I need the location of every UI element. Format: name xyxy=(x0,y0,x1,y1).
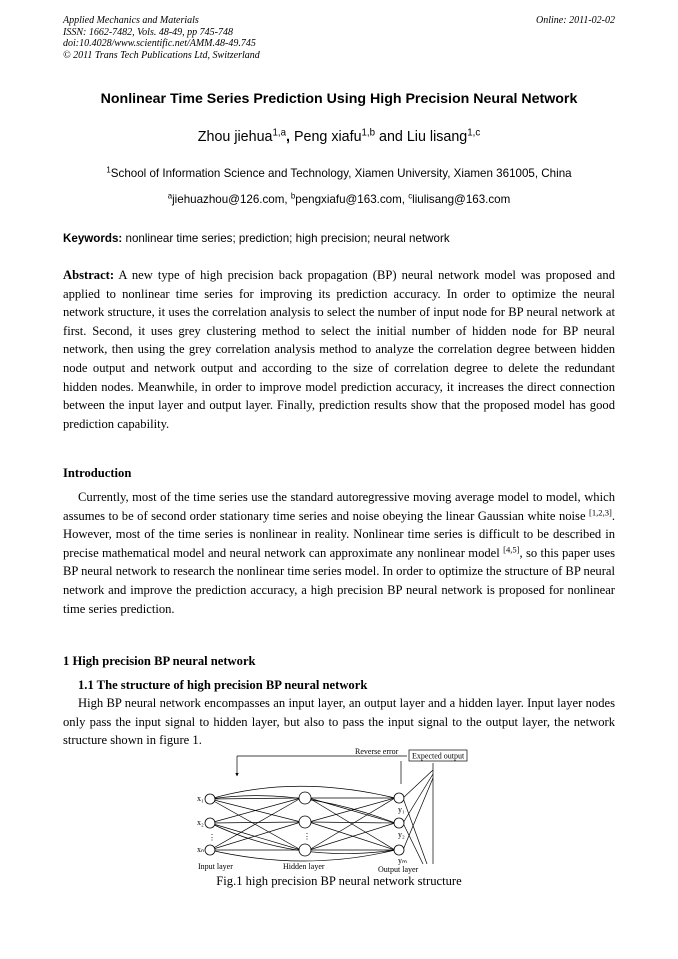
email-b: pengxiafu@163.com, xyxy=(295,193,409,206)
input-label-xn: xₙ xyxy=(197,845,205,854)
author-1-sup: 1,a xyxy=(272,127,286,139)
citation-1: [1,2,3] xyxy=(589,506,612,517)
section-1-1-paragraph: High BP neural network encompasses an input layer, an output layer and a hidden layer. Input layer nodes only pass the input signal to hidden layer, but also to pass the input signal to the output layer, the network structure shown in figure 1. xyxy=(63,696,615,748)
reverse-error-label: Reverse error xyxy=(355,747,399,756)
output-label-y2: y₂ xyxy=(398,830,405,839)
affiliation-sup: 1 xyxy=(106,165,111,175)
output-node-2 xyxy=(394,818,404,828)
output-label-ym: yₘ xyxy=(398,856,407,865)
output-node-1 xyxy=(394,793,404,803)
hidden-node-2 xyxy=(299,816,311,828)
abstract xyxy=(63,266,615,433)
intro-text-3: , so this paper uses BP neural network to research the nonlinear time series model. In order to optimize the structure of BP neural network and improve the prediction accuracy, a high precision BP neural network is proposed for nonlinear time series prediction. xyxy=(63,545,615,616)
author-list xyxy=(0,129,678,145)
online-date: Online: 2011-02-02 xyxy=(536,15,615,26)
email-c: liulisang@163.com xyxy=(412,193,511,206)
email-a-sup: a xyxy=(167,191,173,201)
expected-output-label: Expected output xyxy=(412,751,465,761)
input-node-2 xyxy=(205,818,215,828)
hidden-node-1 xyxy=(299,792,311,804)
author-3-sup: 1,c xyxy=(467,127,481,139)
journal-name: Applied Mechanics and Materials xyxy=(63,15,199,26)
output-node-m xyxy=(394,845,404,855)
network-structure-figure xyxy=(195,746,475,876)
affiliation xyxy=(0,167,678,180)
output-layer-label: Output layer xyxy=(378,865,419,874)
keywords-label: Keywords: xyxy=(63,232,123,245)
keywords-text: nonlinear time series; prediction; high precision; neural network xyxy=(122,232,450,245)
input-label-x1: x₁ xyxy=(197,794,204,803)
paper-title: Nonlinear Time Series Prediction Using High Precision Neural Network xyxy=(100,91,578,107)
doi-line: doi:10.4028/www.scientific.net/AMM.48-49.745 xyxy=(63,38,256,49)
section-1-1-heading: 1.1 The structure of high precision BP neural network xyxy=(78,678,368,692)
affiliation-text: School of Information Science and Technology, Xiamen University, Xiamen 361005, China xyxy=(110,167,572,180)
abstract-label: Abstract: xyxy=(63,268,115,282)
email-c-sup: c xyxy=(408,191,413,201)
hidden-layer-label: Hidden layer xyxy=(283,862,325,871)
output-label-y1: y₁ xyxy=(398,805,405,814)
introduction-paragraph xyxy=(63,488,615,618)
email-b-sup: b xyxy=(290,191,296,201)
issn-line: ISSN: 1662-7482, Vols. 48-49, pp 745-748 xyxy=(63,26,233,38)
abstract-text: A new type of high precision back propagation (BP) neural network model was proposed and applied to nonlinear time series for improving its prediction accuracy. In order to optimize the neural network structure, it uses the correlation analysis to select the number of input node for BP neural network at first. Second, it uses grey clustering method to select the initial number of hidden node for BP neural network, then using the grey correlation analysis method to analyze the correlation degree between hidden node output and network output and according to the size of correlation degree to delete the redundant hidden nodes. Meanwhile, in order to improve model prediction accuracy, it increases the direct connection between the input layer and output layer. Finally, prediction results show that the proposed model has good prediction capability. xyxy=(63,268,615,431)
input-layer-label: Input layer xyxy=(198,862,233,871)
author-2-sup: 1,b xyxy=(361,127,376,139)
copyright-line: © 2011 Trans Tech Publications Ltd, Switzerland xyxy=(63,49,260,61)
figure-caption: Fig.1 high precision BP neural network structure xyxy=(216,874,462,888)
intro-text-1: Currently, most of the time series use the standard autoregressive moving average model to model, which assumes to be of second order stationary time series and noise obeying the linear Gaussian white noise xyxy=(63,490,615,523)
journal-header xyxy=(63,15,615,61)
hidden-node-3 xyxy=(299,844,311,856)
author-separator: , xyxy=(286,129,290,145)
author-3: and Liu lisang xyxy=(375,129,468,145)
hidden-dots: ⋮ xyxy=(303,832,311,841)
author-2: Peng xiafu xyxy=(289,129,362,145)
email-list xyxy=(0,193,678,206)
intro-text-2: . However, most of the time series is nonlinear in reality. Nonlinear time series is difficult to be described in precise mathematical model and neural network can approximate any nonlinear model xyxy=(63,508,615,560)
author-1: Zhou jiehua xyxy=(197,129,273,145)
input-dots: ⋮ xyxy=(208,833,216,842)
input-node-1 xyxy=(205,794,215,804)
keywords xyxy=(63,232,623,245)
introduction-heading: Introduction xyxy=(63,466,132,480)
input-label-x2: x₂ xyxy=(197,818,204,827)
citation-2: [4,5] xyxy=(503,544,520,555)
section-1-heading: 1 High precision BP neural network xyxy=(63,654,256,668)
email-a: jiehuazhou@126.com, xyxy=(172,193,291,206)
input-node-n xyxy=(205,845,215,855)
